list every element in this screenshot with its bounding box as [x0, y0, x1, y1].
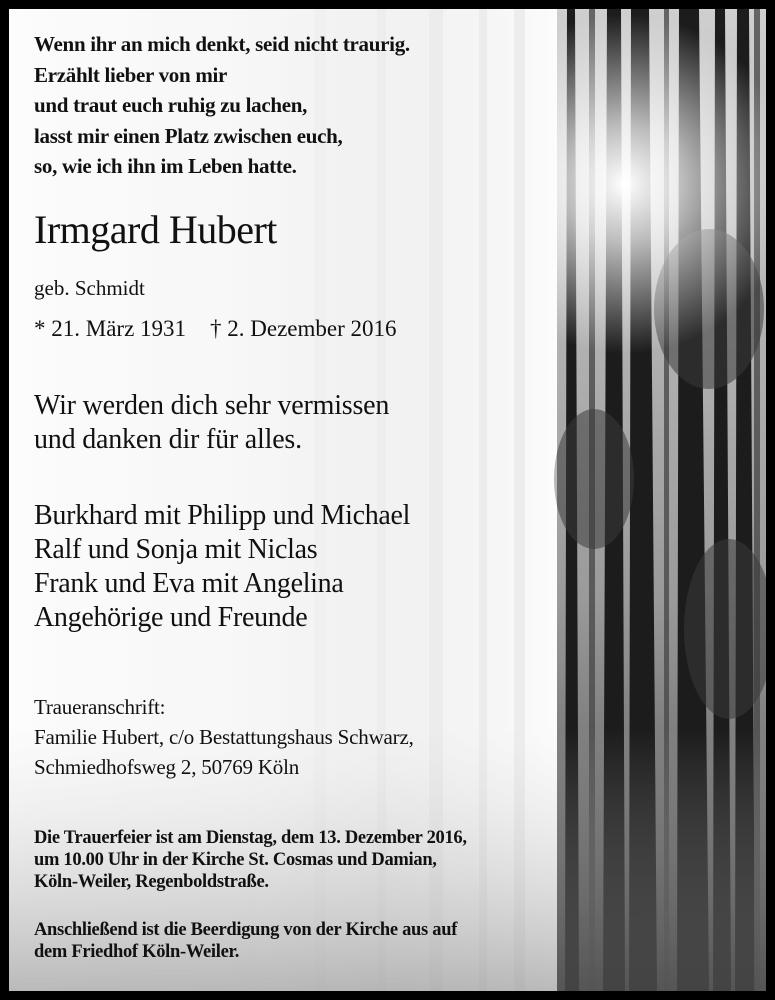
- address-label: Traueranschrift:: [34, 695, 166, 719]
- burial-info: [34, 919, 457, 963]
- address-line: Familie Hubert, c/o Bestattungshaus Schwarz,: [34, 725, 414, 749]
- closing-message: [34, 389, 389, 457]
- funeral-service-info: [34, 827, 467, 893]
- poem-line: so, wie ich ihn im Leben hatte.: [34, 154, 297, 178]
- closing-line: Wir werden dich sehr vermissen: [34, 390, 390, 421]
- mourners-list: [34, 499, 410, 635]
- mourner-line: Frank und Eva mit Angelina: [34, 568, 344, 599]
- burial-line: Anschließend ist die Beerdigung von der Kirche aus auf: [34, 920, 458, 940]
- service-line: Köln-Weiler, Regenboldstraße.: [34, 872, 269, 892]
- poem-line: Wenn ihr an mich denkt, seid nicht traurig.: [34, 32, 410, 56]
- mourner-line: Ralf und Sonja mit Niclas: [34, 534, 318, 565]
- poem: [34, 29, 410, 182]
- poem-line: Erzählt lieber von mir: [34, 62, 228, 87]
- life-dates: [34, 315, 397, 343]
- poem-line: und traut euch ruhig zu lachen,: [34, 93, 308, 117]
- address-line: Schmiedhofsweg 2, 50769 Köln: [34, 755, 300, 779]
- birth-date: * 21. März 1931: [34, 316, 187, 341]
- closing-line: und danken dir für alles.: [34, 424, 302, 455]
- mourning-address: [34, 692, 414, 782]
- death-date: † 2. Dezember 2016: [210, 316, 397, 341]
- service-line: Die Trauerfeier ist am Dienstag, dem 13. Dezember 2016,: [34, 828, 467, 848]
- burial-line: dem Friedhof Köln-Weiler.: [34, 942, 240, 962]
- birth-name: geb. Schmidt: [34, 276, 145, 300]
- poem-line: lasst mir einen Platz zwischen euch,: [34, 123, 343, 148]
- service-line: um 10.00 Uhr in der Kirche St. Cosmas und Damian,: [34, 850, 437, 870]
- mourner-line: Angehörige und Freunde: [34, 602, 308, 633]
- deceased-name: Irmgard Hubert: [34, 207, 277, 252]
- mourner-line: Burkhard mit Philipp und Michael: [34, 500, 411, 531]
